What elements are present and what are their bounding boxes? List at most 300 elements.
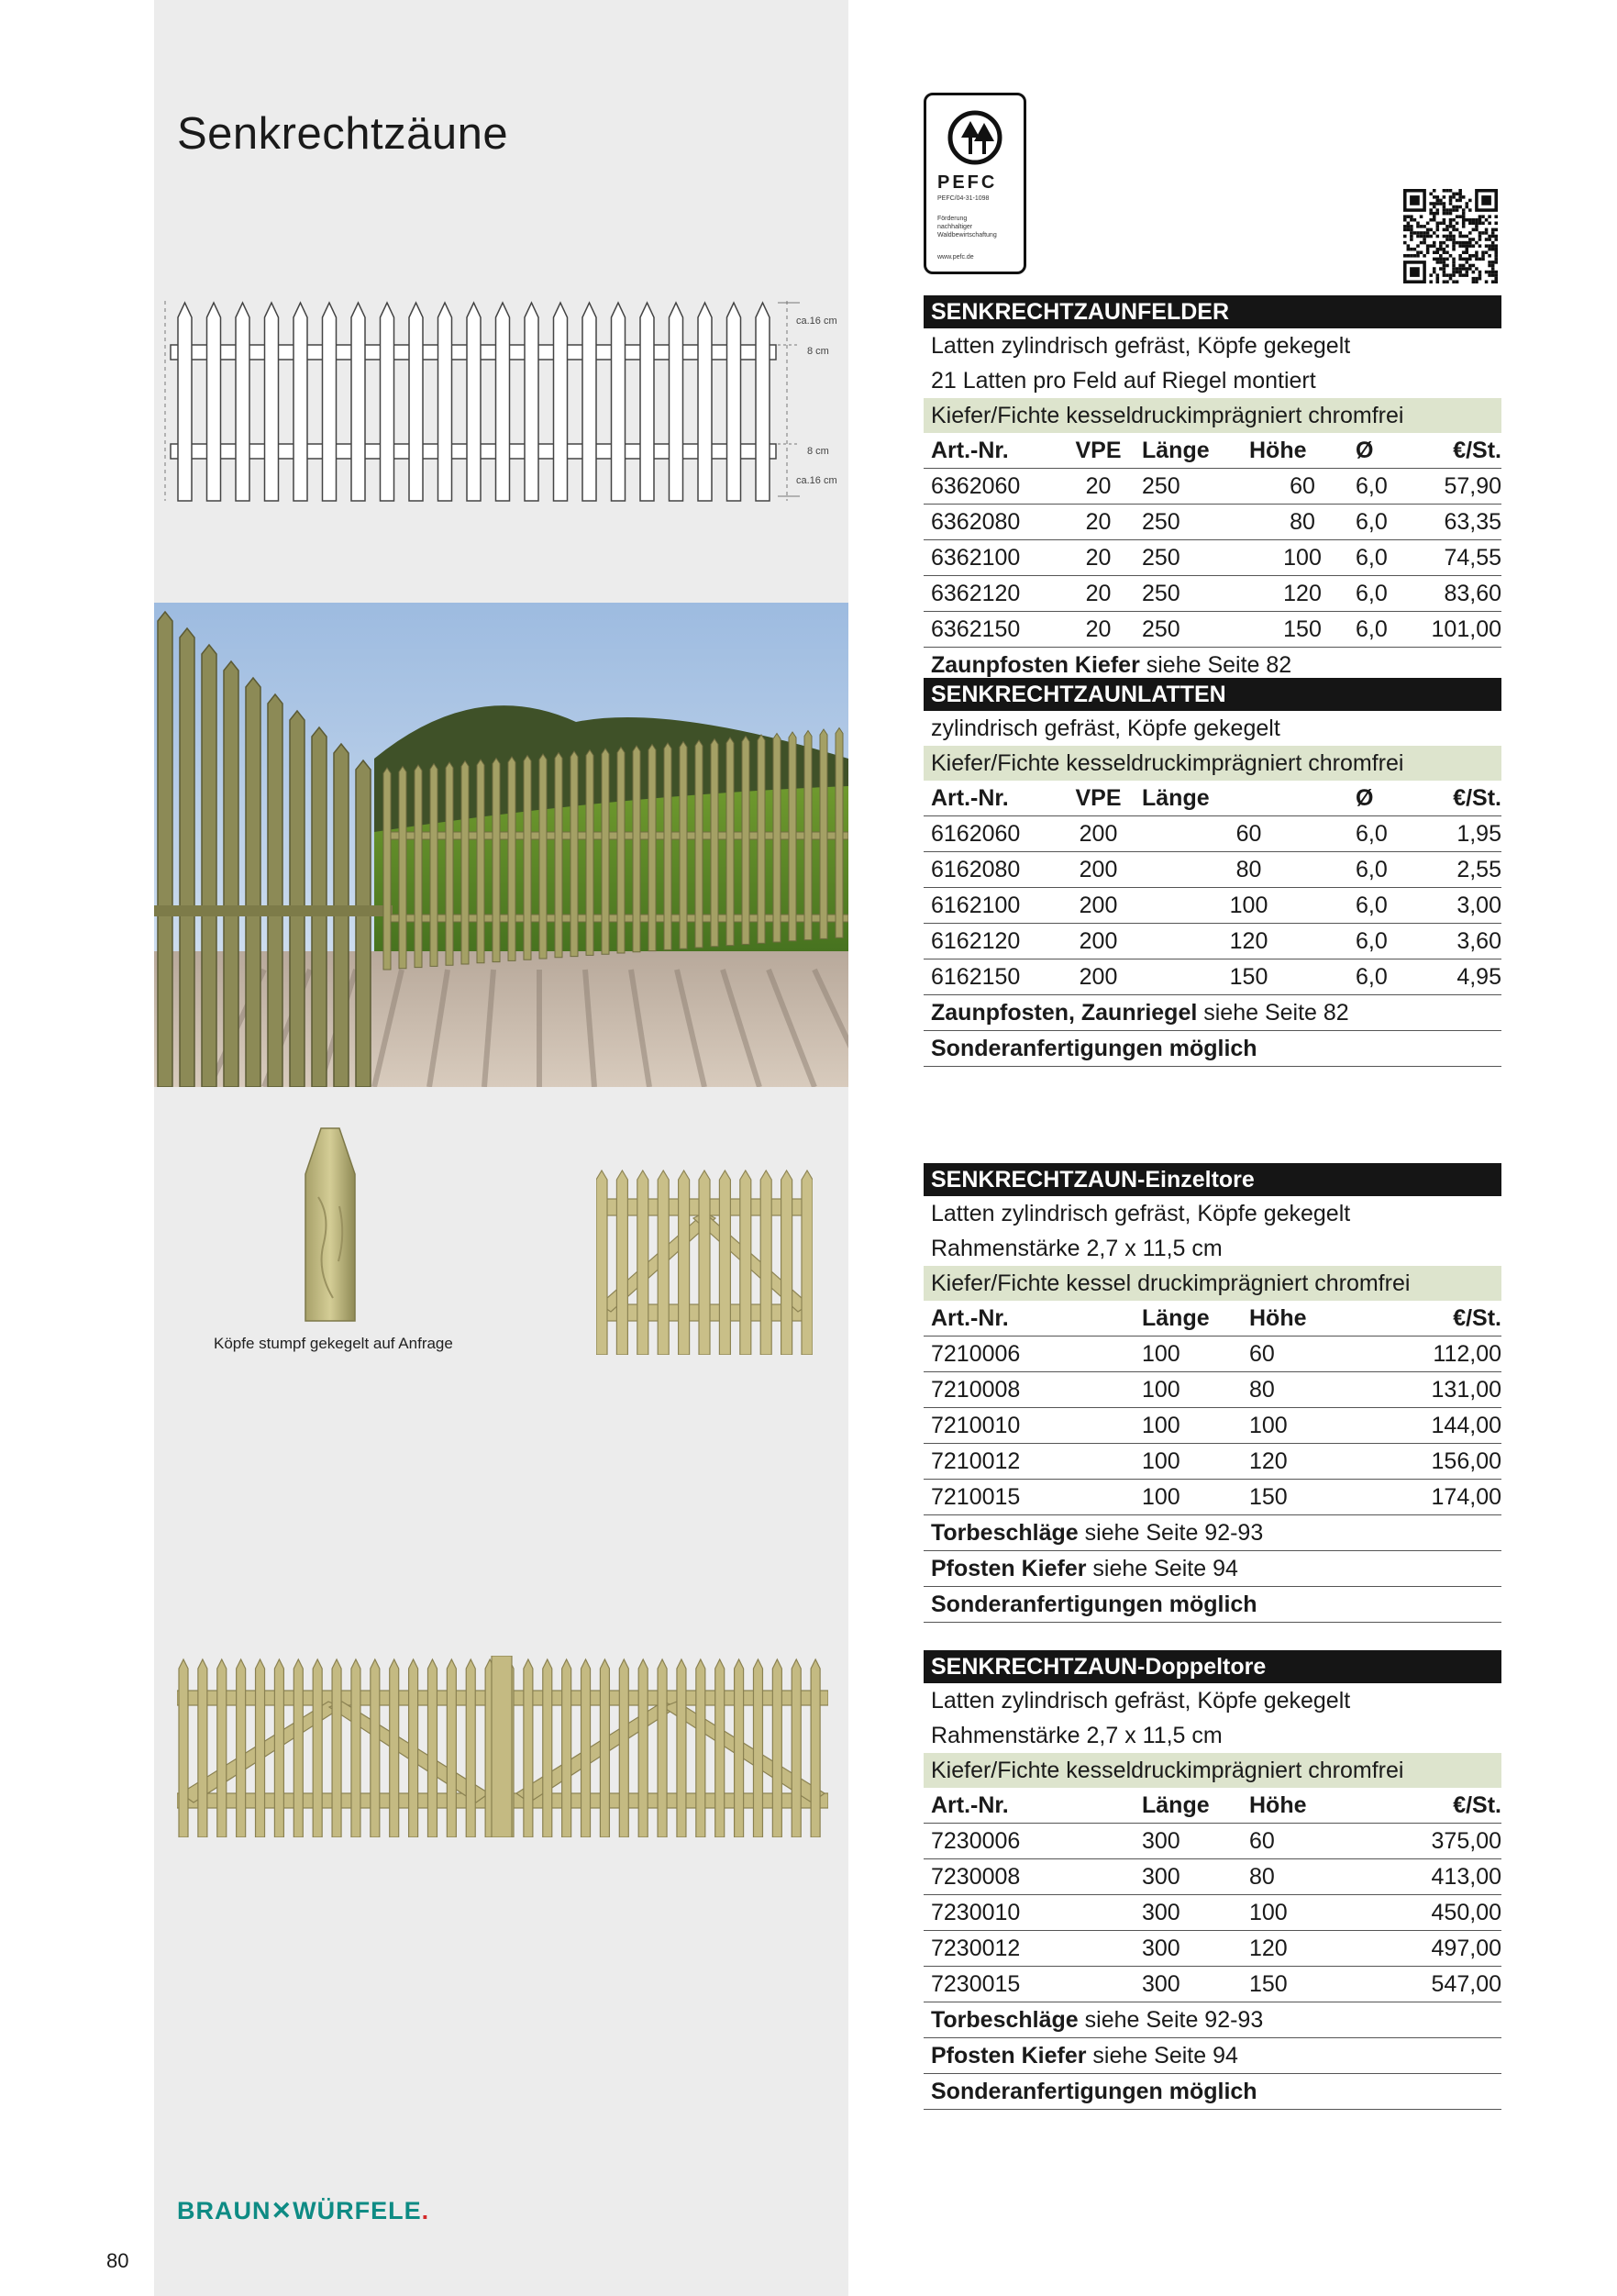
cell-hoehe: 100 (1249, 1413, 1288, 1438)
section-title: SENKRECHTZAUNLATTEN (924, 678, 1501, 711)
photo-picket (695, 740, 703, 948)
qr-module (1416, 244, 1420, 248)
qr-module (1475, 254, 1479, 258)
qr-module (1491, 267, 1495, 271)
qr-module (1445, 225, 1449, 228)
qr-module (1433, 244, 1436, 248)
photo-picket (493, 759, 500, 962)
col-hoehe: Höhe (1249, 1792, 1307, 1818)
qr-module (1494, 261, 1498, 264)
qr-finder-core (1481, 195, 1491, 205)
gate-picket (802, 1170, 813, 1355)
fence-picket (351, 303, 365, 501)
qr-module (1426, 248, 1430, 251)
qr-module (1485, 244, 1489, 248)
qr-module (1439, 261, 1443, 264)
qr-module (1465, 241, 1468, 245)
qr-module (1429, 208, 1433, 212)
photo-picket (446, 762, 453, 965)
cell-laenge: 250 (1142, 545, 1180, 571)
photo-picket (804, 731, 812, 940)
page-number: 80 (106, 2249, 129, 2272)
qr-module (1465, 250, 1468, 254)
qr-module (1485, 250, 1489, 254)
qr-module (1445, 250, 1449, 254)
qr-module (1465, 202, 1468, 205)
qr-module (1416, 222, 1420, 226)
qr-module (1488, 254, 1491, 258)
qr-module (1479, 238, 1482, 241)
qr-module (1475, 277, 1479, 281)
qr-module (1491, 241, 1495, 245)
qr-module (1443, 202, 1446, 205)
cell-durchmesser: 6,0 (1356, 509, 1388, 535)
qr-module (1491, 273, 1495, 277)
cell-preis: 4,95 (1456, 964, 1501, 990)
qr-module (1472, 244, 1476, 248)
cell-durchmesser: 6,0 (1356, 964, 1388, 990)
cell-durchmesser: 6,0 (1356, 473, 1388, 499)
cell-vpe: 200 (1079, 857, 1118, 882)
qr-module (1407, 244, 1411, 248)
qr-module (1494, 222, 1498, 226)
photo-picket (820, 729, 827, 938)
qr-module (1443, 208, 1446, 212)
gate-picket (332, 1659, 341, 1837)
gate-picket (371, 1659, 380, 1837)
gate-picket (543, 1659, 552, 1837)
note-line (924, 1031, 1501, 1067)
description-line: zylindrisch gefräst, Köpfe gekegelt (931, 715, 1280, 741)
qr-module (1420, 231, 1423, 235)
qr-module (1468, 238, 1472, 241)
fence-picket (438, 303, 452, 501)
qr-module (1465, 261, 1468, 264)
qr-module (1436, 277, 1440, 281)
cell-vpe: 20 (1085, 545, 1112, 571)
photo-picket (758, 735, 765, 943)
qr-module (1443, 228, 1446, 232)
qr-module (1433, 271, 1436, 274)
qr-module (1468, 222, 1472, 226)
photo-picket (602, 749, 609, 954)
qr-module (1452, 273, 1456, 277)
cell-durchmesser: 6,0 (1356, 893, 1388, 918)
section-zaunlatten (924, 678, 1501, 1067)
qr-module (1423, 238, 1426, 241)
qr-module (1479, 277, 1482, 281)
pefc-url: www.pefc.de (937, 254, 974, 261)
qr-module (1481, 250, 1485, 254)
qr-module (1433, 189, 1436, 193)
qr-module (1475, 250, 1479, 254)
photo-picket (711, 739, 718, 947)
qr-module (1433, 241, 1436, 245)
qr-module (1449, 231, 1453, 235)
qr-module (1479, 222, 1482, 226)
note-bold: Sonderanfertigungen möglich (931, 1036, 1257, 1061)
photo-picket (680, 742, 687, 949)
qr-module (1433, 202, 1436, 205)
gate-picket (792, 1659, 801, 1837)
pefc-line3: Waldbewirtschaftung (937, 232, 997, 238)
qr-module (1423, 225, 1426, 228)
dim-lower-rail-label: 8 cm (807, 446, 829, 457)
qr-module (1420, 225, 1423, 228)
qr-module (1452, 228, 1456, 232)
qr-module (1436, 261, 1440, 264)
table-header (924, 781, 1501, 816)
photo-picket (158, 612, 172, 1087)
photo-picket (290, 711, 305, 1087)
fence-picket (236, 303, 249, 501)
fence-picket (178, 303, 192, 501)
qr-module (1413, 248, 1417, 251)
gate-picket (772, 1659, 781, 1837)
qr-module (1436, 225, 1440, 228)
qr-module (1458, 258, 1462, 261)
qr-module (1445, 212, 1449, 216)
cell-vpe: 20 (1085, 473, 1112, 499)
qr-module (1485, 218, 1489, 222)
qr-module (1491, 271, 1495, 274)
cell-durchmesser: 6,0 (1356, 581, 1388, 606)
gate-picket (679, 1170, 690, 1355)
gate-picket (427, 1659, 437, 1837)
cell-hoehe: 150 (1283, 616, 1322, 642)
qr-module (1443, 235, 1446, 238)
pefc-tree-icon (943, 110, 1007, 165)
qr-module (1465, 258, 1468, 261)
qr-module (1475, 241, 1479, 245)
qr-module (1423, 254, 1426, 258)
cell-laenge: 250 (1142, 616, 1180, 642)
qr-module (1485, 271, 1489, 274)
cell-preis: 413,00 (1431, 1864, 1501, 1890)
cell-vpe: 20 (1085, 616, 1112, 642)
cell-preis: 450,00 (1431, 1900, 1501, 1925)
cell-laenge: 300 (1142, 1936, 1180, 1961)
qr-module (1456, 199, 1459, 203)
cell-laenge: 100 (1142, 1377, 1180, 1403)
qr-module (1443, 189, 1446, 193)
qr-module (1433, 231, 1436, 235)
fence-picket (496, 303, 510, 501)
qr-module (1445, 235, 1449, 238)
gate-picket (719, 1170, 730, 1355)
qr-module (1472, 238, 1476, 241)
qr-module (1472, 254, 1476, 258)
qr-module (1413, 254, 1417, 258)
qr-module (1462, 267, 1466, 271)
qr-module (1458, 195, 1462, 199)
description-line: Rahmenstärke 2,7 x 11,5 cm (931, 1236, 1223, 1261)
qr-finder-core (1410, 195, 1420, 205)
gate-picket (753, 1659, 762, 1837)
table-row (924, 1337, 1501, 1372)
qr-module (1449, 208, 1453, 212)
gate-picket (781, 1170, 792, 1355)
qr-module (1479, 231, 1482, 235)
pefc-line1: Förderung (937, 216, 968, 222)
note-line (924, 2074, 1501, 2110)
cell-hoehe: 80 (1249, 1377, 1275, 1403)
fence-picket (293, 303, 307, 501)
qr-module (1433, 195, 1436, 199)
qr-module (1456, 228, 1459, 232)
cell-hoehe: 120 (1283, 581, 1322, 606)
qr-module (1475, 222, 1479, 226)
qr-module (1403, 235, 1407, 238)
table-row (924, 505, 1501, 540)
section-title: SENKRECHTZAUN-Einzeltore (924, 1163, 1501, 1196)
cell-art-nr: 6162060 (931, 821, 1021, 847)
cell-vpe: 20 (1085, 581, 1112, 606)
photo-picket (633, 746, 640, 952)
qr-module (1416, 235, 1420, 238)
qr-module (1458, 215, 1462, 218)
qr-module (1407, 222, 1411, 226)
col-art-nr: Art.-Nr. (931, 1305, 1009, 1331)
qr-module (1458, 264, 1462, 268)
cell-art-nr: 7230012 (931, 1936, 1021, 1961)
qr-module (1436, 199, 1440, 203)
gate-picket (740, 1170, 751, 1355)
qr-module (1452, 244, 1456, 248)
cell-preis: 112,00 (1433, 1341, 1501, 1367)
qr-module (1436, 250, 1440, 254)
qr-module (1413, 231, 1417, 235)
table-row (924, 888, 1501, 924)
photo-picket (836, 728, 843, 938)
qr-module (1468, 244, 1472, 248)
cell-laenge: 300 (1142, 1971, 1180, 1997)
qr-module (1445, 273, 1449, 277)
qr-module (1443, 258, 1446, 261)
photo-picket (430, 764, 437, 967)
table-row (924, 1931, 1501, 1967)
photo-picket (726, 738, 734, 946)
gate-picket (217, 1659, 227, 1837)
photo-picket (524, 756, 531, 960)
qr-module (1449, 225, 1453, 228)
qr-module (1423, 235, 1426, 238)
qr-module (1423, 231, 1426, 235)
qr-module (1472, 264, 1476, 268)
cell-art-nr: 7230015 (931, 1971, 1021, 1997)
qr-module (1443, 267, 1446, 271)
qr-module (1443, 261, 1446, 264)
qr-module (1491, 235, 1495, 238)
qr-module (1433, 267, 1436, 271)
table-row (924, 1859, 1501, 1895)
photo-picket (773, 734, 781, 943)
note-bold: Sonderanfertigungen möglich (931, 1592, 1257, 1617)
qr-module (1468, 254, 1472, 258)
qr-module (1488, 244, 1491, 248)
qr-module (1485, 231, 1489, 235)
cell-art-nr: 6362120 (931, 581, 1021, 606)
qr-module (1462, 235, 1466, 238)
cell-preis: 375,00 (1431, 1828, 1501, 1854)
qr-module (1445, 208, 1449, 212)
qr-module (1456, 193, 1459, 196)
cell-durchmesser: 6,0 (1356, 545, 1388, 571)
qr-module (1449, 218, 1453, 222)
cell-art-nr: 6162120 (931, 928, 1021, 954)
qr-module (1436, 235, 1440, 238)
qr-module (1494, 228, 1498, 232)
qr-module (1458, 189, 1462, 193)
section-einzeltore (924, 1163, 1501, 1623)
cell-art-nr: 6362150 (931, 616, 1021, 642)
single-gate-image (596, 1167, 813, 1355)
qr-module (1472, 228, 1476, 232)
qr-module (1494, 280, 1498, 283)
qr-module (1468, 241, 1472, 245)
cell-laenge: 300 (1142, 1864, 1180, 1890)
note-text: siehe Seite 92-93 (1078, 1520, 1264, 1546)
cell-durchmesser: 6,0 (1356, 928, 1388, 954)
qr-module (1456, 215, 1459, 218)
cell-durchmesser: 6,0 (1356, 821, 1388, 847)
page-title: Senkrechtzäune (177, 109, 509, 159)
cell-art-nr: 7210012 (931, 1448, 1021, 1474)
cell-laenge: 300 (1142, 1828, 1180, 1854)
photo-picket (664, 743, 671, 949)
gate-picket (198, 1659, 207, 1837)
qr-module (1475, 280, 1479, 283)
qr-module (1494, 250, 1498, 254)
qr-module (1452, 271, 1456, 274)
table-row (924, 1480, 1501, 1515)
cell-art-nr: 6162080 (931, 857, 1021, 882)
qr-module (1452, 218, 1456, 222)
qr-module (1485, 228, 1489, 232)
gate-picket (658, 1659, 667, 1837)
qr-module (1494, 215, 1498, 218)
table-row (924, 469, 1501, 505)
qr-module (1403, 218, 1407, 222)
picket-caption: Köpfe stumpf gekegelt auf Anfrage (214, 1335, 453, 1352)
qr-module (1488, 273, 1491, 277)
qr-module (1445, 244, 1449, 248)
qr-module (1429, 202, 1433, 205)
qr-module (1439, 258, 1443, 261)
note-text: siehe Seite 82 (1197, 1000, 1349, 1026)
qr-module (1443, 280, 1446, 283)
gate-picket (677, 1659, 686, 1837)
cell-preis: 497,00 (1431, 1936, 1501, 1961)
qr-module (1423, 241, 1426, 245)
photo-picket (180, 628, 194, 1087)
qr-module (1485, 238, 1489, 241)
qr-module (1443, 248, 1446, 251)
qr-module (1458, 205, 1462, 209)
cell-preis: 144,00 (1431, 1413, 1501, 1438)
qr-module (1488, 238, 1491, 241)
qr-module (1449, 195, 1453, 199)
qr-module (1436, 222, 1440, 226)
qr-module (1436, 273, 1440, 277)
cell-laenge: 250 (1142, 581, 1180, 606)
photo-picket (570, 751, 578, 957)
qr-module (1416, 254, 1420, 258)
cell-art-nr: 7210006 (931, 1341, 1021, 1367)
photo-picket (383, 768, 391, 970)
cell-art-nr: 7210010 (931, 1413, 1021, 1438)
qr-module (1429, 212, 1433, 216)
qr-module (1426, 250, 1430, 254)
qr-module (1494, 258, 1498, 261)
qr-module (1491, 261, 1495, 264)
cell-preis: 83,60 (1444, 581, 1501, 606)
qr-module (1479, 271, 1482, 274)
qr-module (1452, 205, 1456, 209)
cell-art-nr: 7210015 (931, 1484, 1021, 1510)
qr-module (1443, 264, 1446, 268)
cell-preis: 101,00 (1431, 616, 1501, 642)
qr-module (1439, 254, 1443, 258)
note-line (924, 1587, 1501, 1623)
qr-module (1472, 222, 1476, 226)
photo-picket (477, 760, 484, 963)
photo-picket (268, 694, 282, 1087)
cell-laenge: 250 (1142, 509, 1180, 535)
qr-module (1452, 264, 1456, 268)
qr-module (1479, 244, 1482, 248)
col-preis: €/St. (1453, 785, 1501, 811)
cell-laenge: 120 (1229, 928, 1268, 954)
description-line: 21 Latten pro Feld auf Riegel montiert (931, 368, 1316, 394)
qr-module (1458, 244, 1462, 248)
photo-picket (617, 748, 625, 954)
photo-picket (742, 737, 749, 945)
col-preis: €/St. (1453, 1305, 1501, 1331)
pefc-badge (924, 93, 1026, 274)
gate-picket (274, 1659, 283, 1837)
cell-vpe: 200 (1079, 928, 1118, 954)
qr-module (1465, 248, 1468, 251)
cell-laenge: 100 (1142, 1448, 1180, 1474)
col-vpe: VPE (1075, 438, 1122, 463)
col-hoehe: Höhe (1249, 438, 1307, 463)
gate-picket (658, 1170, 669, 1355)
fence-picket (409, 303, 423, 501)
table-row (924, 959, 1501, 995)
gate-picket (696, 1659, 705, 1837)
cell-art-nr: 6362080 (931, 509, 1021, 535)
note-line (924, 995, 1501, 1031)
qr-module (1449, 238, 1453, 241)
photo-picket (539, 754, 547, 959)
photo-picket (461, 761, 469, 965)
qr-module (1479, 218, 1482, 222)
gate-brace (516, 1702, 677, 1802)
photo-picket (648, 745, 656, 951)
qr-module (1468, 208, 1472, 212)
qr-module (1491, 248, 1495, 251)
qr-module (1429, 193, 1433, 196)
qr-module (1420, 215, 1423, 218)
logo-left: BRAUN (177, 2197, 271, 2224)
qr-module (1472, 277, 1476, 281)
table-row (924, 576, 1501, 612)
qr-module (1452, 193, 1456, 196)
material-line: Kiefer/Fichte kesseldruckimprägniert chromfrei (924, 1753, 1501, 1788)
cell-hoehe: 60 (1290, 473, 1315, 499)
qr-module (1462, 264, 1466, 268)
